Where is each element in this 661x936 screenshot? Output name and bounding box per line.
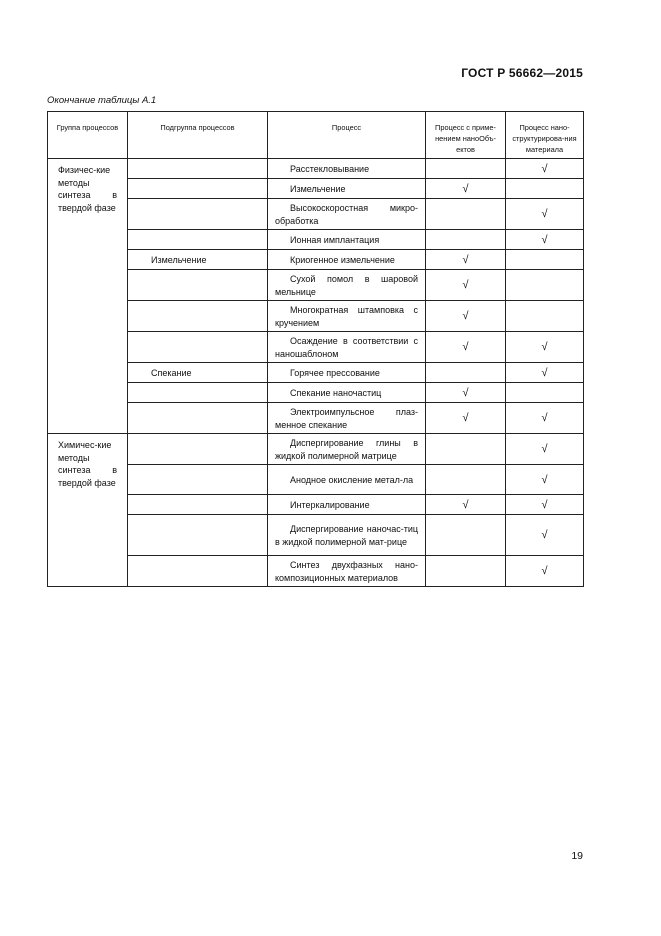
table-row: [48, 434, 584, 465]
table-row: [48, 495, 584, 515]
nanostructuring-mark: [506, 250, 584, 270]
nano-objects-mark: [426, 230, 506, 250]
subgroup-cell: [128, 515, 268, 556]
table-row: [48, 556, 584, 587]
table-row: [48, 159, 584, 179]
process-cell: Высокоскоростная микро-обработка: [268, 199, 426, 230]
nanostructuring-mark: √: [506, 465, 584, 495]
nano-objects-mark: [426, 434, 506, 465]
column-header-process: Процесс: [268, 112, 426, 159]
subgroup-cell: [128, 383, 268, 403]
nano-objects-mark: √: [426, 270, 506, 301]
nanostructuring-mark: √: [506, 363, 584, 383]
table-row: [48, 383, 584, 403]
nano-objects-mark: √: [426, 179, 506, 199]
subgroup-cell: [128, 556, 268, 587]
nanostructuring-mark: √: [506, 159, 584, 179]
process-cell: Диспергирование глины в жидкой полимерной матрице: [268, 434, 426, 465]
nanostructuring-mark: [506, 179, 584, 199]
table-caption: Окончание таблицы А.1: [47, 95, 157, 106]
subgroup-cell: [128, 159, 268, 179]
process-cell: Горячее прессование: [268, 363, 426, 383]
subgroup-cell: [128, 434, 268, 465]
process-cell: Синтез двухфазных нано-композиционных материалов: [268, 556, 426, 587]
table-row: [48, 179, 584, 199]
nanostructuring-mark: √: [506, 332, 584, 363]
nano-objects-mark: [426, 556, 506, 587]
process-table: [47, 111, 584, 587]
nanostructuring-mark: √: [506, 230, 584, 250]
process-cell: Криогенное измельчение: [268, 250, 426, 270]
nano-objects-mark: √: [426, 383, 506, 403]
nanostructuring-mark: [506, 383, 584, 403]
process-cell: Электроимпульсное плаз-менное спекание: [268, 403, 426, 434]
subgroup-cell: [128, 179, 268, 199]
nanostructuring-mark: √: [506, 556, 584, 587]
table-row: [48, 403, 584, 434]
column-header-nano-objects: Процесс с приме-нением наноОбъ-ектов: [426, 112, 506, 159]
subgroup-cell: [128, 270, 268, 301]
subgroup-cell: [128, 403, 268, 434]
process-cell: Измельчение: [268, 179, 426, 199]
group-cell: Химичес-кие методы синтеза в твердой фазе: [48, 434, 128, 587]
nano-objects-mark: [426, 515, 506, 556]
process-cell: Сухой помол в шаровой мельнице: [268, 270, 426, 301]
process-cell: Осаждение в соответствии с наношаблоном: [268, 332, 426, 363]
table-row: [48, 332, 584, 363]
table-row: [48, 363, 584, 383]
subgroup-cell: [128, 332, 268, 363]
nano-objects-mark: [426, 159, 506, 179]
column-header-nanostructuring: Процесс нано-структурирова-ния материала: [506, 112, 584, 159]
nano-objects-mark: √: [426, 301, 506, 332]
column-header-subgroup: Подгруппа процессов: [128, 112, 268, 159]
table-row: [48, 270, 584, 301]
table-row: [48, 301, 584, 332]
nano-objects-mark: √: [426, 403, 506, 434]
table-row: [48, 250, 584, 270]
subgroup-cell: [128, 301, 268, 332]
subgroup-cell: [128, 465, 268, 495]
subgroup-cell: [128, 495, 268, 515]
table-header-row: [48, 112, 584, 159]
document-header: ГОСТ Р 56662—2015: [461, 66, 583, 80]
process-cell: Многократная штамповка с кручением: [268, 301, 426, 332]
group-cell: Физичес-кие методы синтеза в твердой фазе: [48, 159, 128, 434]
table-row: [48, 230, 584, 250]
nano-objects-mark: [426, 199, 506, 230]
nano-objects-mark: √: [426, 332, 506, 363]
process-cell: Анодное окисление метал-ла: [268, 465, 426, 495]
nanostructuring-mark: √: [506, 199, 584, 230]
table-row: [48, 515, 584, 556]
nanostructuring-mark: [506, 270, 584, 301]
process-cell: Интеркалирование: [268, 495, 426, 515]
process-cell: Спекание наночастиц: [268, 383, 426, 403]
nanostructuring-mark: √: [506, 495, 584, 515]
page-number: 19: [571, 850, 583, 862]
nano-objects-mark: [426, 363, 506, 383]
table-row: [48, 465, 584, 495]
nano-objects-mark: [426, 465, 506, 495]
process-cell: Ионная имплантация: [268, 230, 426, 250]
nanostructuring-mark: √: [506, 403, 584, 434]
subgroup-cell: [128, 199, 268, 230]
nanostructuring-mark: √: [506, 434, 584, 465]
process-cell: Диспергирование наночас-тиц в жидкой полимерной мат-рице: [268, 515, 426, 556]
process-cell: Расстекловывание: [268, 159, 426, 179]
nano-objects-mark: √: [426, 250, 506, 270]
column-header-group: Группа процессов: [48, 112, 128, 159]
nanostructuring-mark: √: [506, 515, 584, 556]
table-row: [48, 199, 584, 230]
subgroup-cell-milling: Измельчение: [128, 250, 268, 270]
nanostructuring-mark: [506, 301, 584, 332]
subgroup-cell-sintering: Спекание: [128, 363, 268, 383]
subgroup-cell: [128, 230, 268, 250]
nano-objects-mark: √: [426, 495, 506, 515]
